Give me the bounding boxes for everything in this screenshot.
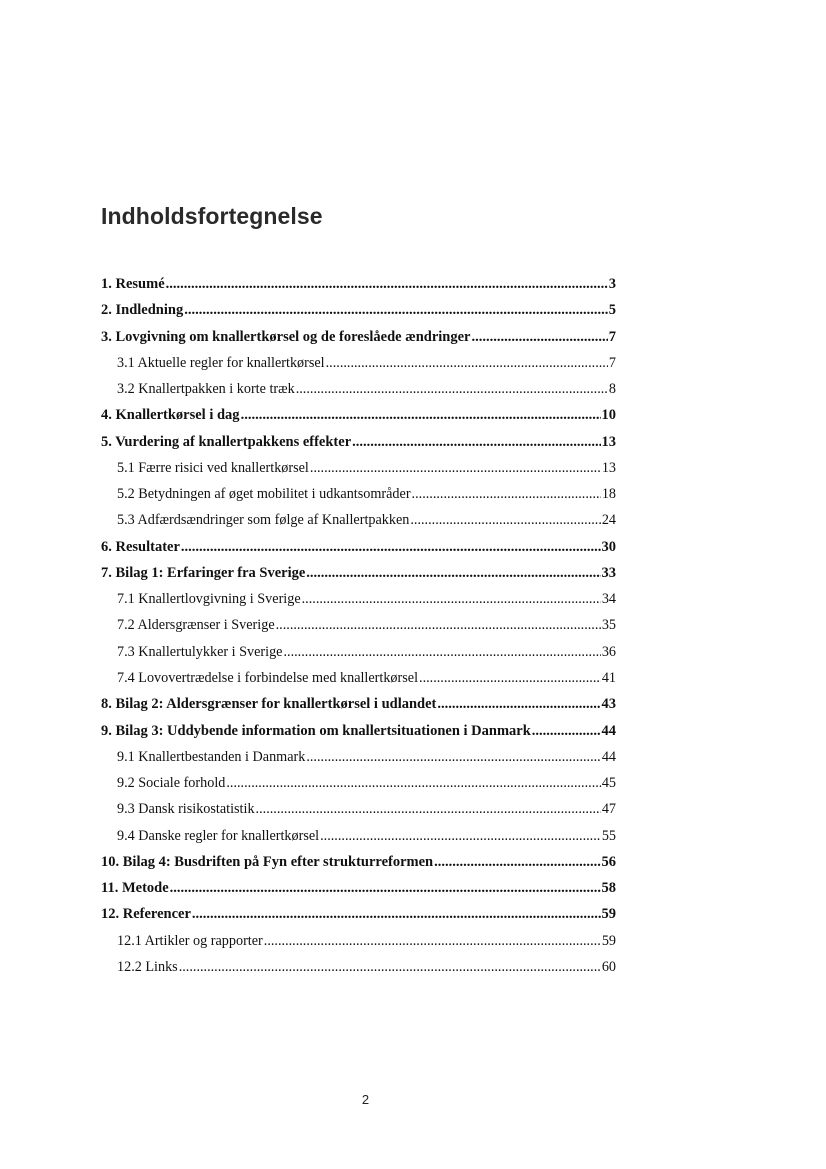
toc-entry[interactable] — [101, 534, 616, 560]
toc-dot-leader — [179, 954, 601, 980]
toc-entry-title: 5.2 Betydningen af øget mobilitet i udkantsområder — [117, 486, 411, 503]
toc-entry-title: 6. Resultater — [101, 538, 180, 555]
toc-dot-leader — [296, 376, 608, 402]
toc-entry[interactable] — [101, 586, 616, 612]
toc-entry-page: 8 — [608, 381, 616, 398]
toc-entry-page: 36 — [601, 643, 616, 660]
toc-entry-page: 5 — [608, 302, 616, 319]
toc-entry-title: 12. Referencer — [101, 906, 191, 923]
toc-entry[interactable] — [101, 744, 616, 770]
toc-entry-title: 9. Bilag 3: Uddybende information om knallertsituationen i Danmark — [101, 722, 531, 739]
toc-entry-title: 5.1 Færre risici ved knallertkørsel — [117, 459, 309, 476]
toc-entry-page: 34 — [601, 591, 616, 608]
toc-entry-page: 7 — [608, 328, 616, 345]
toc-dot-leader — [410, 507, 600, 533]
toc-entry-title: 3.1 Aktuelle regler for knallertkørsel — [117, 354, 325, 371]
toc-entry[interactable] — [101, 481, 616, 507]
toc-entry-title: 2. Indledning — [101, 302, 184, 319]
toc-entry[interactable] — [101, 796, 616, 822]
toc-dot-leader — [166, 271, 608, 297]
toc-dot-leader — [437, 691, 600, 717]
toc-entry-page: 47 — [601, 801, 616, 818]
toc-entry-title: 7.2 Aldersgrænser i Sverige — [117, 617, 275, 634]
toc-dot-leader — [326, 350, 608, 376]
toc-entry-page: 59 — [601, 932, 616, 949]
toc-entry[interactable] — [101, 665, 616, 691]
toc-entry[interactable] — [101, 612, 616, 638]
toc-entry-page: 3 — [608, 276, 616, 292]
toc-entry-page: 30 — [601, 538, 616, 555]
toc-dot-leader — [256, 796, 601, 822]
toc-entry-page: 13 — [601, 433, 616, 450]
toc-entry-title: 7.1 Knallertlovgivning i Sverige — [117, 591, 301, 608]
toc-dot-leader — [352, 429, 600, 455]
toc-entry[interactable] — [101, 823, 616, 849]
toc-entry[interactable] — [101, 639, 616, 665]
toc-heading: Indholdsfortegnelse — [101, 203, 323, 229]
toc-entry-page: 7 — [608, 354, 616, 371]
toc-entry-title: 10. Bilag 4: Busdriften på Fyn efter strukturreformen — [101, 853, 434, 870]
toc-entry-page: 41 — [601, 669, 616, 686]
toc-dot-leader — [276, 612, 601, 638]
toc-entry-page: 43 — [601, 696, 616, 713]
toc-dot-leader — [532, 718, 601, 744]
toc-entry-title: 7. Bilag 1: Erfaringer fra Sverige — [101, 564, 306, 581]
toc-entry[interactable] — [101, 560, 616, 586]
toc-entry[interactable] — [101, 507, 616, 533]
toc-entry-page: 44 — [601, 748, 616, 765]
toc-entry-title: 12.2 Links — [117, 958, 178, 975]
toc-entry[interactable] — [101, 429, 616, 455]
toc-entry-page: 33 — [601, 564, 616, 581]
toc-entry-title: 1. Resumé — [101, 276, 165, 292]
toc-entry[interactable] — [101, 271, 616, 297]
toc-dot-leader — [306, 560, 600, 586]
toc-dot-leader — [241, 402, 601, 428]
toc-entry[interactable] — [101, 875, 616, 901]
toc-dot-leader — [434, 849, 600, 875]
toc-entry-page: 56 — [601, 853, 616, 870]
toc-entry[interactable] — [101, 455, 616, 481]
toc-entry-title: 12.1 Artikler og rapporter — [117, 932, 263, 949]
toc-entry-page: 35 — [601, 617, 616, 634]
toc-entry-title: 11. Metode — [101, 880, 169, 897]
toc-entry-page: 13 — [601, 459, 616, 476]
toc-entry[interactable] — [101, 350, 616, 376]
toc-entry-page: 55 — [601, 827, 616, 844]
toc-dot-leader — [412, 481, 601, 507]
toc-entry[interactable] — [101, 928, 616, 954]
toc-entry-title: 8. Bilag 2: Aldersgrænser for knallertkørsel i udlandet — [101, 696, 437, 713]
toc-entry-title: 9.3 Dansk risikostatistik — [117, 801, 255, 818]
toc-entry[interactable] — [101, 402, 616, 428]
toc-dot-leader — [471, 324, 607, 350]
toc-dot-leader — [170, 875, 601, 901]
toc-entry-page: 18 — [601, 486, 616, 503]
toc-dot-leader — [302, 586, 601, 612]
table-of-contents — [101, 271, 616, 980]
toc-dot-leader — [184, 297, 608, 323]
toc-dot-leader — [181, 534, 601, 560]
toc-entry-title: 5. Vurdering af knallertpakkens effekter — [101, 433, 352, 450]
toc-dot-leader — [226, 770, 600, 796]
toc-dot-leader — [310, 455, 601, 481]
toc-entry-page: 24 — [601, 512, 616, 529]
page-number: 2 — [361, 1092, 370, 1107]
toc-entry-title: 4. Knallertkørsel i dag — [101, 407, 240, 424]
toc-entry-page: 44 — [601, 722, 616, 739]
toc-entry-title: 9.2 Sociale forhold — [117, 775, 226, 792]
toc-dot-leader — [192, 901, 601, 927]
toc-dot-leader — [320, 823, 601, 849]
toc-entry-title: 3.2 Knallertpakken i korte træk — [117, 381, 295, 398]
toc-entry-title: 5.3 Adfærdsændringer som følge af Knallertpakken — [117, 512, 410, 529]
toc-entry[interactable] — [101, 954, 616, 980]
toc-entry[interactable] — [101, 691, 616, 717]
toc-entry-title: 9.4 Danske regler for knallertkørsel — [117, 827, 320, 844]
toc-entry-page: 59 — [601, 906, 616, 923]
toc-entry-page: 10 — [601, 407, 616, 424]
toc-entry[interactable] — [101, 770, 616, 796]
toc-entry[interactable] — [101, 849, 616, 875]
toc-entry-title: 9.1 Knallertbestanden i Danmark — [117, 748, 306, 765]
toc-dot-leader — [264, 928, 601, 954]
toc-entry-page: 58 — [601, 880, 616, 897]
toc-entry-page: 45 — [601, 775, 616, 792]
toc-entry-page: 60 — [601, 958, 616, 975]
toc-entry-title: 7.3 Knallertulykker i Sverige — [117, 643, 283, 660]
toc-entry[interactable] — [101, 376, 616, 402]
toc-entry-title: 3. Lovgivning om knallertkørsel og de foreslåede ændringer — [101, 328, 471, 345]
toc-entry[interactable] — [101, 718, 616, 744]
toc-entry[interactable] — [101, 901, 616, 927]
toc-dot-leader — [419, 665, 601, 691]
toc-dot-leader — [283, 639, 600, 665]
toc-entry[interactable] — [101, 324, 616, 350]
toc-dot-leader — [306, 744, 600, 770]
toc-entry[interactable] — [101, 297, 616, 323]
toc-entry-title: 7.4 Lovovertrædelse i forbindelse med knallertkørsel — [117, 669, 419, 686]
